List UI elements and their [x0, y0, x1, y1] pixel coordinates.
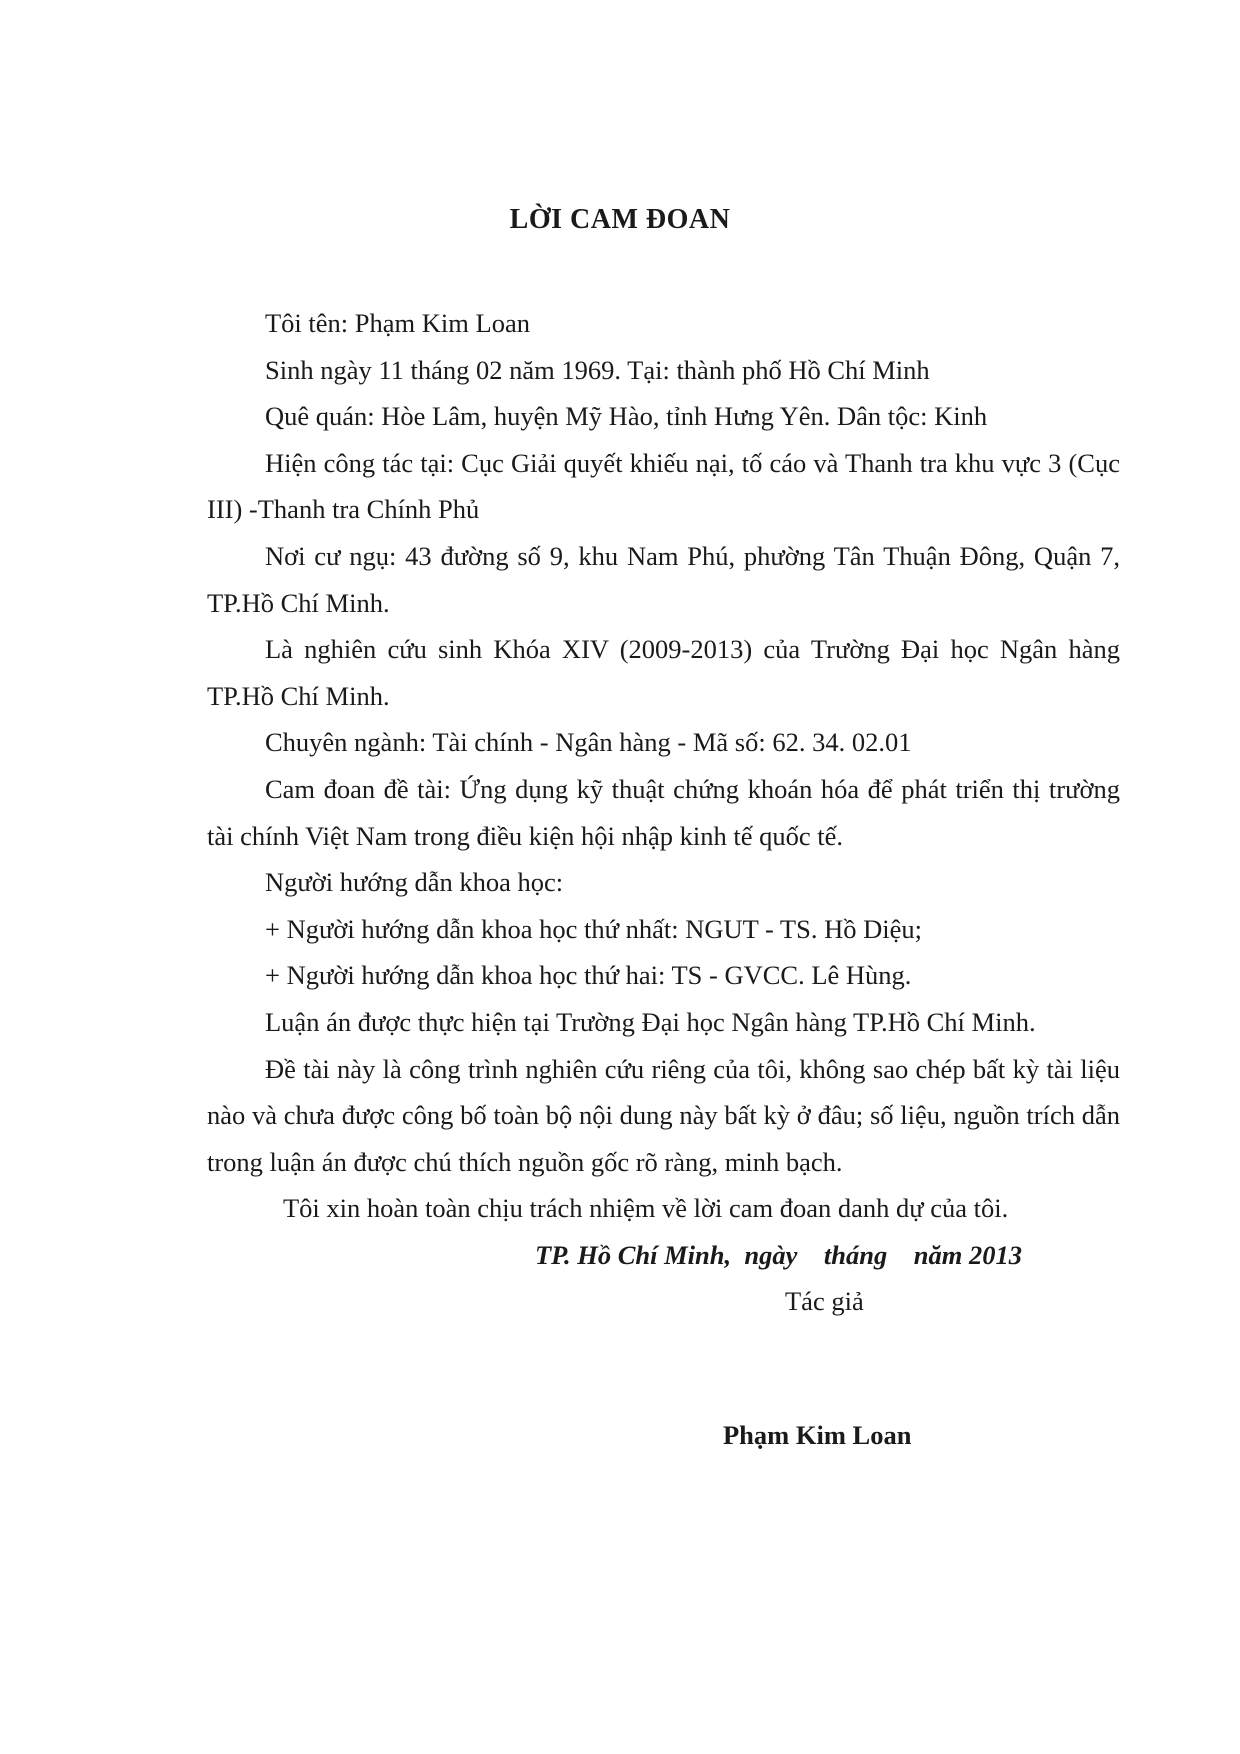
paragraph-institution: Luận án được thực hiện tại Trường Đại học Ngân hàng TP.Hồ Chí Minh.	[265, 1006, 1036, 1037]
paragraph-hometown: Quê quán: Hòe Lâm, huyện Mỹ Hào, tỉnh Hưng Yên. Dân tộc: Kinh	[265, 401, 988, 432]
paragraph-supervisors-heading: Người hướng dẫn khoa học:	[265, 867, 564, 898]
paragraph-student: Là nghiên cứu sinh Khóa XIV (2009-2013) của Trường Đại học Ngân hàng TP.Hồ Chí Minh.	[207, 634, 1120, 711]
paragraph-topic: Cam đoan đề tài: Ứng dụng kỹ thuật chứng khoán hóa để phát triển thị trường tài chính Việt Nam trong điều kiện hội nhập kinh tế quốc tế.	[207, 773, 1120, 851]
page-title: LỜI CAM ĐOAN	[509, 204, 731, 235]
paragraph-supervisor-second: + Người hướng dẫn khoa học thứ hai: TS - GVCC. Lê Hùng.	[265, 960, 912, 991]
paragraph-responsibility: Tôi xin hoàn toàn chịu trách nhiệm về lời cam đoan danh dự của tôi.	[283, 1193, 1009, 1224]
place-date: TP. Hồ Chí Minh, ngày tháng năm 2013	[535, 1239, 1022, 1270]
paragraph-originality: Đề tài này là công trình nghiên cứu riêng của tôi, không sao chép bất kỳ tài liệu nào và chưa được công bố toàn bộ nội dung này bất kỳ ở đâu; số liệu, nguồn trích dẫn trong luận án được chú thích nguồn gốc rõ ràng, minh bạch.	[207, 1053, 1120, 1177]
declaration-body	[207, 300, 1120, 1325]
author-name: Phạm Kim Loan	[723, 1420, 912, 1450]
paragraph-name: Tôi tên: Phạm Kim Loan	[265, 308, 530, 338]
paragraph-supervisor-first: + Người hướng dẫn khoa học thứ nhất: NGUT - TS. Hồ Diệu;	[265, 913, 922, 944]
paragraph-workplace: Hiện công tác tại: Cục Giải quyết khiếu nại, tố cáo và Thanh tra khu vực 3 (Cục III) -Thanh tra Chính Phủ	[207, 447, 1120, 525]
paragraph-birth: Sinh ngày 11 tháng 02 năm 1969. Tại: thành phố Hồ Chí Minh	[265, 354, 930, 385]
paragraph-major: Chuyên ngành: Tài chính - Ngân hàng - Mã số: 62. 34. 02.01	[265, 727, 912, 758]
author-label: Tác giả	[785, 1286, 864, 1317]
paragraph-residence: Nơi cư ngụ: 43 đường số 9, khu Nam Phú, phường Tân Thuận Đông, Quận 7, TP.Hồ Chí Minh.	[207, 540, 1120, 618]
